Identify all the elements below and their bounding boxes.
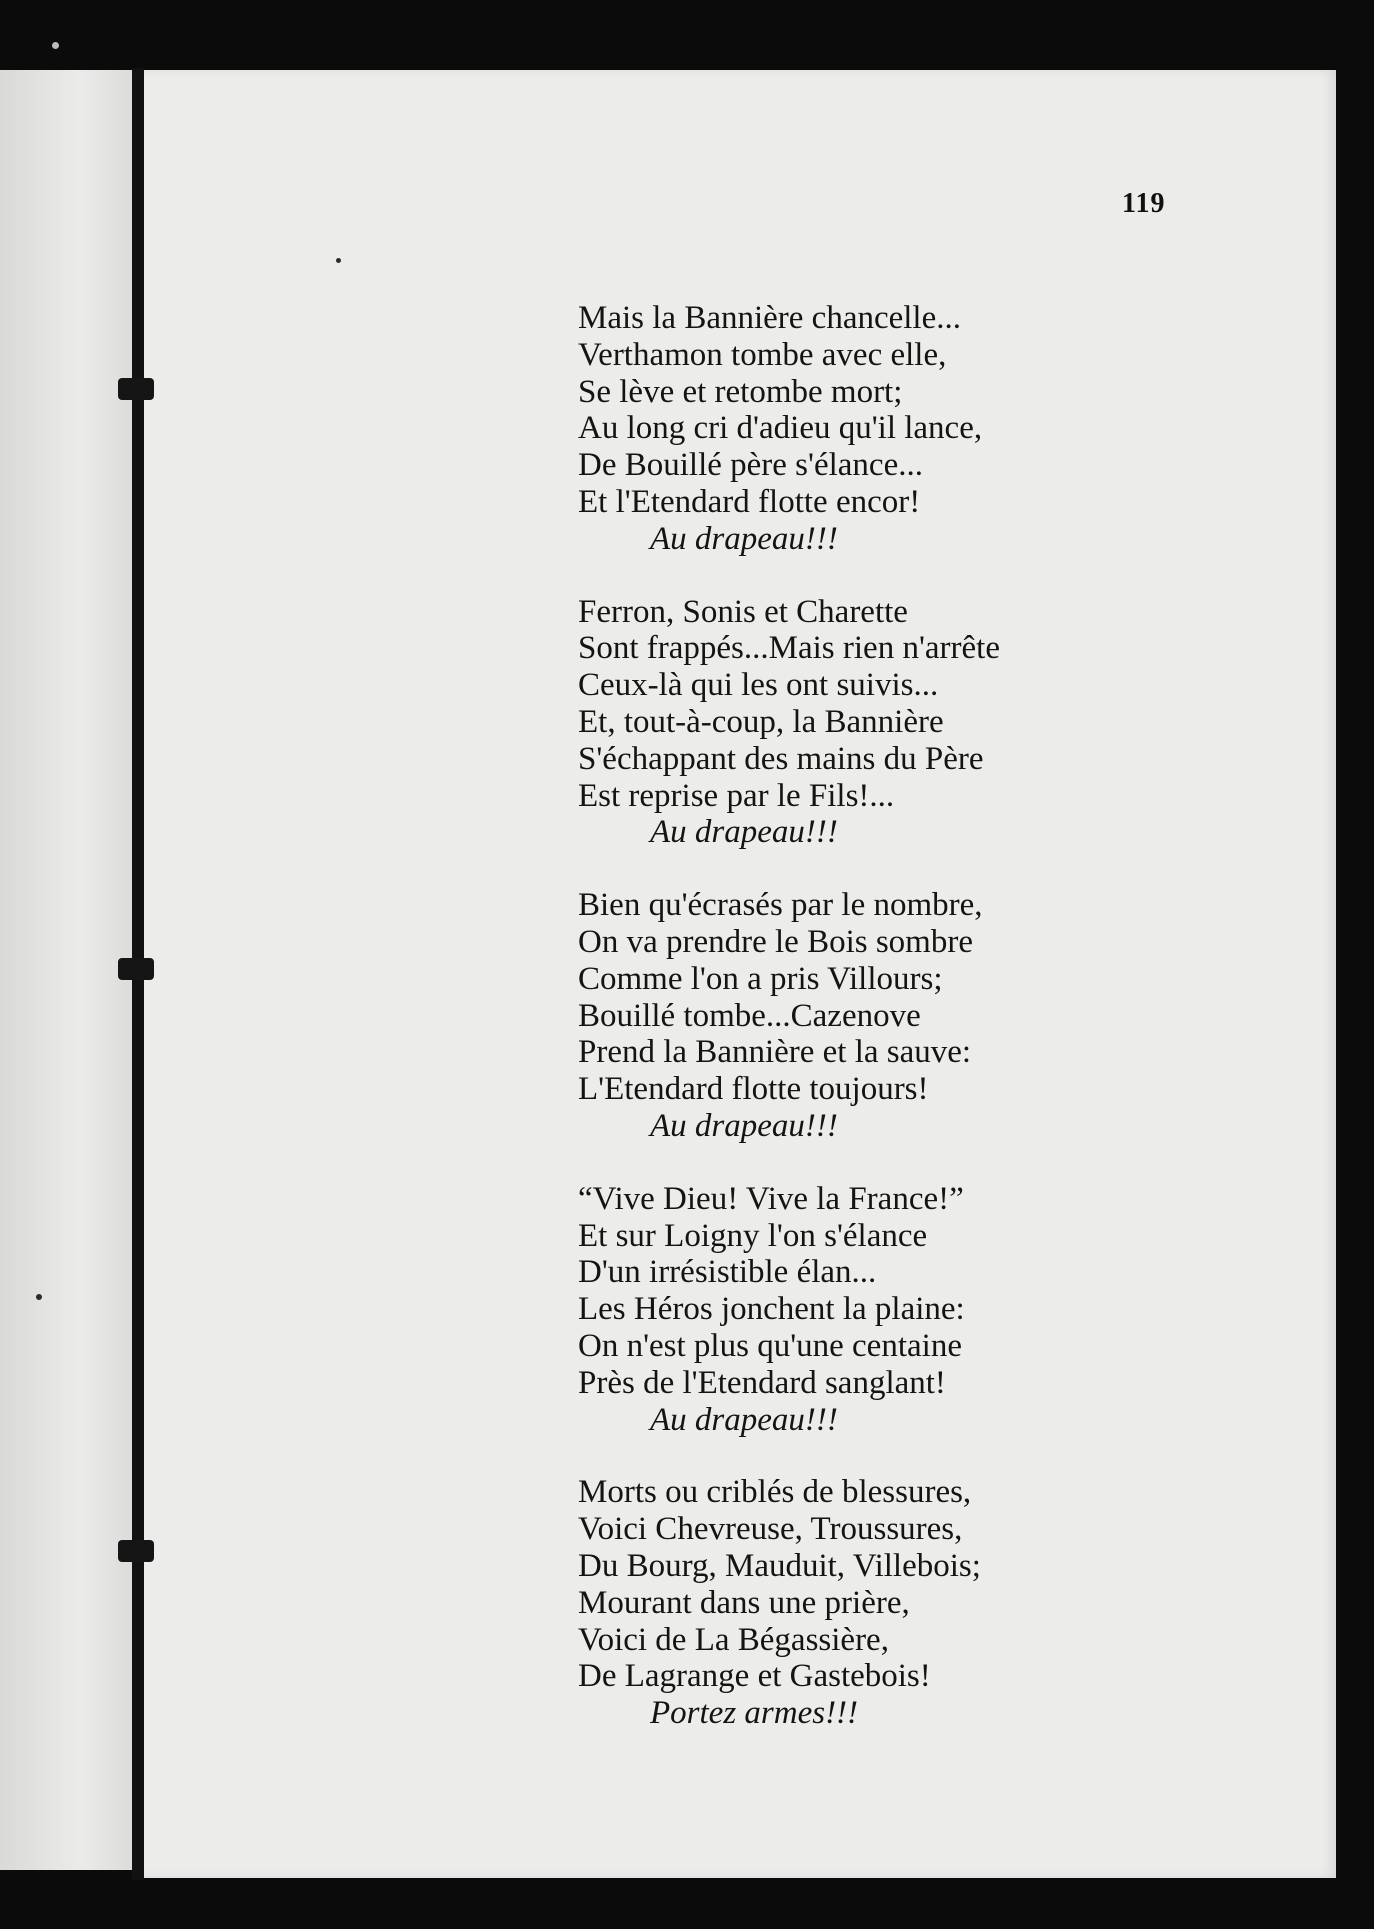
verse-line: De Bouillé père s'élance... <box>578 447 923 484</box>
stanza <box>578 594 1138 852</box>
verse-line: Comme l'on a pris Villours; <box>578 960 943 997</box>
facing-page-edge <box>0 70 132 1870</box>
verse-line: Près de l'Etendard sanglant! <box>578 1364 946 1401</box>
dust-speck <box>52 42 59 49</box>
verse-line: Morts ou criblés de blessures, <box>578 1474 972 1511</box>
verse-line: Voici Chevreuse, Troussures, <box>578 1511 963 1548</box>
verse-line: Du Bourg, Mauduit, Villebois; <box>578 1547 981 1584</box>
dust-speck <box>36 1294 42 1300</box>
verse-line: Voici de La Bégassière, <box>578 1621 889 1658</box>
refrain-line: Portez armes!!! <box>650 1695 859 1732</box>
verse-line: Ferron, Sonis et Charette <box>578 593 908 630</box>
refrain-line: Au drapeau!!! <box>650 1401 838 1438</box>
verse-line: Bien qu'écrasés par le nombre, <box>578 887 983 924</box>
verse-line: D'un irrésistible élan... <box>578 1254 877 1291</box>
verse-line: Sont frappés...Mais rien n'arrête <box>578 630 1000 667</box>
verse-line: Prend la Bannière et la sauve: <box>578 1034 972 1071</box>
binding-clip <box>118 378 154 400</box>
verse-line: Verthamon tombe avec elle, <box>578 336 947 373</box>
verse-line: On n'est plus qu'une centaine <box>578 1327 962 1364</box>
refrain-line: Au drapeau!!! <box>650 1107 838 1144</box>
poem-body <box>578 300 1138 1768</box>
verse-line: Mourant dans une prière, <box>578 1584 910 1621</box>
verse-line: Ceux-là qui les ont suivis... <box>578 667 939 704</box>
verse-line: On va prendre le Bois sombre <box>578 923 973 960</box>
verse-line: S'échappant des mains du Père <box>578 740 984 777</box>
verse-line: Au long cri d'adieu qu'il lance, <box>578 410 983 447</box>
verse-line: L'Etendard flotte toujours! <box>578 1071 929 1108</box>
verse-line: Bouillé tombe...Cazenove <box>578 997 921 1034</box>
verse-line: Et l'Etendard flotte encor! <box>578 483 921 520</box>
verse-line: Est reprise par le Fils!... <box>578 777 895 814</box>
stanza <box>578 300 1138 558</box>
refrain-line: Au drapeau!!! <box>650 520 838 557</box>
verse-line: De Lagrange et Gastebois! <box>578 1658 931 1695</box>
refrain-line: Au drapeau!!! <box>650 814 838 851</box>
page-number: 119 <box>1122 188 1166 219</box>
dust-speck <box>336 258 341 263</box>
stanza <box>578 1474 1138 1732</box>
verse-line: Mais la Bannière chancelle... <box>578 300 961 336</box>
verse-line: Se lève et retombe mort; <box>578 373 903 410</box>
binding-clip <box>118 1540 154 1562</box>
stanza <box>578 1181 1138 1439</box>
stanza <box>578 887 1138 1145</box>
binding-clip <box>118 958 154 980</box>
verse-line: Et sur Loigny l'on s'élance <box>578 1217 928 1254</box>
verse-line: Et, tout-à-coup, la Bannière <box>578 703 944 740</box>
verse-line: Les Héros jonchent la plaine: <box>578 1291 965 1328</box>
verse-line: “Vive Dieu! Vive la France!” <box>578 1180 964 1217</box>
